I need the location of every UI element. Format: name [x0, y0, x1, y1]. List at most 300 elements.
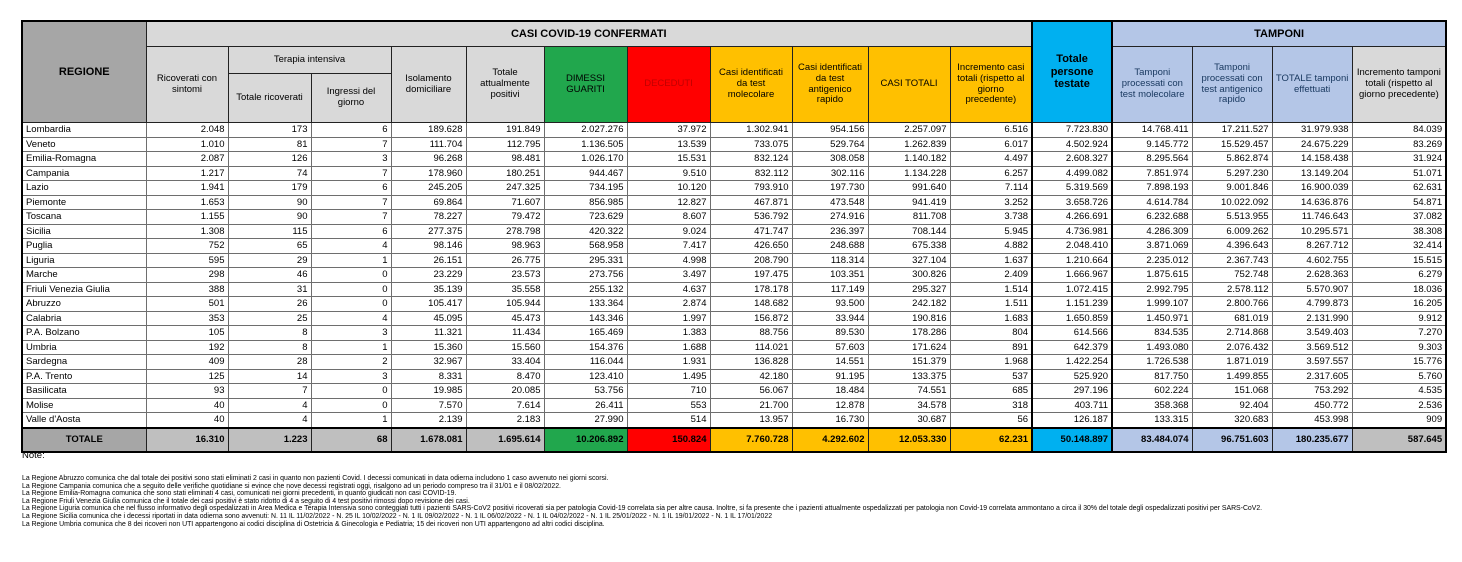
value-cell: 31.924: [1352, 152, 1446, 167]
notes-section: [22, 450, 1442, 528]
value-cell: 708.144: [868, 224, 950, 239]
value-cell: 3.871.069: [1112, 239, 1192, 254]
value-cell: 10.120: [627, 181, 710, 196]
region-cell: Calabria: [22, 311, 146, 326]
table-row: [22, 210, 1446, 225]
value-cell: 103.351: [792, 268, 868, 283]
value-cell: 2.628.363: [1272, 268, 1352, 283]
value-cell: 126.187: [1032, 413, 1112, 428]
value-cell: 832.124: [710, 152, 792, 167]
table-row: [22, 152, 1446, 167]
value-cell: 4: [311, 311, 391, 326]
value-cell: 804: [950, 326, 1032, 341]
value-cell: 14.768.411: [1112, 123, 1192, 138]
value-cell: 14.551: [792, 355, 868, 370]
total-value-cell: 150.824: [627, 428, 710, 452]
value-cell: 9.303: [1352, 340, 1446, 355]
value-cell: 501: [146, 297, 228, 312]
value-cell: 1.134.228: [868, 166, 950, 181]
value-cell: 1.999.107: [1112, 297, 1192, 312]
value-cell: 4.637: [627, 282, 710, 297]
value-cell: 9.145.772: [1112, 137, 1192, 152]
value-cell: 8.331: [391, 369, 466, 384]
value-cell: 11.434: [466, 326, 544, 341]
value-cell: 1.726.538: [1112, 355, 1192, 370]
value-cell: 1.262.839: [868, 137, 950, 152]
notes-list: [22, 475, 1442, 528]
value-cell: 98.963: [466, 239, 544, 254]
note-line: La Regione Friuli Venezia Giulia comunica che il totale dei casi positivi è stato ridotto di 4 a seguito di 4 test positivi rimossi dopo revisione dei casi.: [22, 497, 470, 505]
value-cell: 1.931: [627, 355, 710, 370]
value-cell: 1.217: [146, 166, 228, 181]
value-cell: 31: [228, 282, 311, 297]
value-cell: 856.985: [544, 195, 627, 210]
value-cell: 5.570.907: [1272, 282, 1352, 297]
table-row: [22, 282, 1446, 297]
value-cell: 753.292: [1272, 384, 1352, 399]
value-cell: 15.360: [391, 340, 466, 355]
total-value-cell: 1.678.081: [391, 428, 466, 452]
value-cell: 891: [950, 340, 1032, 355]
value-cell: 26.775: [466, 253, 544, 268]
value-cell: 74.551: [868, 384, 950, 399]
value-cell: 453.998: [1272, 413, 1352, 428]
value-cell: 1.151.239: [1032, 297, 1112, 312]
value-cell: 33.404: [466, 355, 544, 370]
value-cell: 2.536: [1352, 398, 1446, 413]
value-cell: 7.270: [1352, 326, 1446, 341]
value-cell: 595: [146, 253, 228, 268]
value-cell: 125: [146, 369, 228, 384]
region-cell: Lombardia: [22, 123, 146, 138]
total-value-cell: 62.231: [950, 428, 1032, 452]
value-cell: 2.409: [950, 268, 1032, 283]
table-body: [22, 123, 1446, 452]
region-cell: Sardegna: [22, 355, 146, 370]
value-cell: 180.251: [466, 166, 544, 181]
value-cell: 27.990: [544, 413, 627, 428]
region-cell: Abruzzo: [22, 297, 146, 312]
table-row: [22, 253, 1446, 268]
value-cell: 112.795: [466, 137, 544, 152]
value-cell: 16.900.039: [1272, 181, 1352, 196]
table-row: [22, 355, 1446, 370]
value-cell: 1.499.855: [1192, 369, 1272, 384]
value-cell: 1.450.971: [1112, 311, 1192, 326]
value-cell: 752: [146, 239, 228, 254]
header-tamponi-group: TAMPONI: [1112, 21, 1446, 47]
total-value-cell: 12.053.330: [868, 428, 950, 452]
value-cell: 1.514: [950, 282, 1032, 297]
value-cell: 2.027.276: [544, 123, 627, 138]
table-row: [22, 398, 1446, 413]
covid-data-table: [21, 20, 1447, 453]
value-cell: 20.085: [466, 384, 544, 399]
value-cell: 529.764: [792, 137, 868, 152]
value-cell: 1.495: [627, 369, 710, 384]
value-cell: 156.872: [710, 311, 792, 326]
value-cell: 525.920: [1032, 369, 1112, 384]
total-value-cell: 68: [311, 428, 391, 452]
header-incremento-tamponi: Incremento tamponi totali (rispetto al giorno precedente): [1352, 47, 1446, 123]
value-cell: 57.603: [792, 340, 868, 355]
header-terapia-intensiva: Terapia intensiva: [228, 47, 391, 74]
value-cell: 248.688: [792, 239, 868, 254]
value-cell: 31.979.938: [1272, 123, 1352, 138]
region-cell: Campania: [22, 166, 146, 181]
value-cell: 13.957: [710, 413, 792, 428]
value-cell: 2.257.097: [868, 123, 950, 138]
header-isolamento: Isolamento domiciliare: [391, 47, 466, 123]
region-cell: Molise: [22, 398, 146, 413]
value-cell: 5.297.230: [1192, 166, 1272, 181]
value-cell: 1.871.019: [1192, 355, 1272, 370]
value-cell: 4: [311, 239, 391, 254]
value-cell: 3.738: [950, 210, 1032, 225]
value-cell: 1.637: [950, 253, 1032, 268]
value-cell: 1.688: [627, 340, 710, 355]
value-cell: 2.087: [146, 152, 228, 167]
value-cell: 114.021: [710, 340, 792, 355]
value-cell: 40: [146, 398, 228, 413]
value-cell: 32.967: [391, 355, 466, 370]
value-cell: 3.549.403: [1272, 326, 1352, 341]
value-cell: 4.736.981: [1032, 224, 1112, 239]
value-cell: 98.481: [466, 152, 544, 167]
value-cell: 685: [950, 384, 1032, 399]
value-cell: 7.723.830: [1032, 123, 1112, 138]
region-cell: Sicilia: [22, 224, 146, 239]
value-cell: 10.295.571: [1272, 224, 1352, 239]
value-cell: 568.958: [544, 239, 627, 254]
value-cell: 308.058: [792, 152, 868, 167]
region-cell: P.A. Bolzano: [22, 326, 146, 341]
value-cell: 15.529.457: [1192, 137, 1272, 152]
value-cell: 34.578: [868, 398, 950, 413]
region-cell: Marche: [22, 268, 146, 283]
value-cell: 537: [950, 369, 1032, 384]
value-cell: 91.195: [792, 369, 868, 384]
value-cell: 274.916: [792, 210, 868, 225]
value-cell: 723.629: [544, 210, 627, 225]
value-cell: 388: [146, 282, 228, 297]
value-cell: 32.414: [1352, 239, 1446, 254]
value-cell: 197.730: [792, 181, 868, 196]
value-cell: 991.640: [868, 181, 950, 196]
value-cell: 197.475: [710, 268, 792, 283]
value-cell: 165.469: [544, 326, 627, 341]
value-cell: 151.379: [868, 355, 950, 370]
value-cell: 71.607: [466, 195, 544, 210]
value-cell: 191.849: [466, 123, 544, 138]
region-cell: Veneto: [22, 137, 146, 152]
value-cell: 189.628: [391, 123, 466, 138]
header-totale-ricoverati: Totale ricoverati: [228, 74, 311, 123]
value-cell: 15.560: [466, 340, 544, 355]
value-cell: 4.266.691: [1032, 210, 1112, 225]
value-cell: 1.302.941: [710, 123, 792, 138]
value-cell: 21.700: [710, 398, 792, 413]
table-row: [22, 123, 1446, 138]
value-cell: 3.597.557: [1272, 355, 1352, 370]
table-header: [22, 21, 1446, 123]
value-cell: 10.022.092: [1192, 195, 1272, 210]
value-cell: 83.269: [1352, 137, 1446, 152]
table-row: [22, 311, 1446, 326]
value-cell: 297.196: [1032, 384, 1112, 399]
value-cell: 2.048.410: [1032, 239, 1112, 254]
value-cell: 1.493.080: [1112, 340, 1192, 355]
value-cell: 13.149.204: [1272, 166, 1352, 181]
value-cell: 832.112: [710, 166, 792, 181]
value-cell: 1.210.664: [1032, 253, 1112, 268]
header-dimessi-guariti: DIMESSI GUARITI: [544, 47, 627, 123]
value-cell: 2.367.743: [1192, 253, 1272, 268]
value-cell: 6: [311, 224, 391, 239]
total-value-cell: 83.484.074: [1112, 428, 1192, 452]
value-cell: 3: [311, 369, 391, 384]
value-cell: 909: [1352, 413, 1446, 428]
value-cell: 1.010: [146, 137, 228, 152]
table-row: [22, 195, 1446, 210]
value-cell: 2.317.605: [1272, 369, 1352, 384]
header-deceduti: DECEDUTI: [627, 47, 710, 123]
value-cell: 2.235.012: [1112, 253, 1192, 268]
value-cell: 5.513.955: [1192, 210, 1272, 225]
value-cell: 178.178: [710, 282, 792, 297]
value-cell: 450.772: [1272, 398, 1352, 413]
value-cell: 1.968: [950, 355, 1032, 370]
value-cell: 14: [228, 369, 311, 384]
value-cell: 2.131.990: [1272, 311, 1352, 326]
total-value-cell: 587.645: [1352, 428, 1446, 452]
value-cell: 1.422.254: [1032, 355, 1112, 370]
value-cell: 467.871: [710, 195, 792, 210]
value-cell: 242.182: [868, 297, 950, 312]
value-cell: 8.295.564: [1112, 152, 1192, 167]
value-cell: 473.548: [792, 195, 868, 210]
value-cell: 192: [146, 340, 228, 355]
region-cell: Piemonte: [22, 195, 146, 210]
table-row: [22, 384, 1446, 399]
value-cell: 46: [228, 268, 311, 283]
value-cell: 681.019: [1192, 311, 1272, 326]
value-cell: 6: [311, 123, 391, 138]
value-cell: 51.071: [1352, 166, 1446, 181]
value-cell: 4.499.082: [1032, 166, 1112, 181]
value-cell: 6: [311, 181, 391, 196]
region-cell: Umbria: [22, 340, 146, 355]
value-cell: 514: [627, 413, 710, 428]
value-cell: 37.972: [627, 123, 710, 138]
value-cell: 954.156: [792, 123, 868, 138]
table-row: [22, 340, 1446, 355]
value-cell: 6.232.688: [1112, 210, 1192, 225]
value-cell: 111.704: [391, 137, 466, 152]
region-cell: Friuli Venezia Giulia: [22, 282, 146, 297]
header-attualmente-positivi: Totale attualmente positivi: [466, 47, 544, 123]
value-cell: 62.631: [1352, 181, 1446, 196]
value-cell: 0: [311, 282, 391, 297]
value-cell: 320.683: [1192, 413, 1272, 428]
value-cell: 69.864: [391, 195, 466, 210]
value-cell: 1.650.859: [1032, 311, 1112, 326]
value-cell: 5.862.874: [1192, 152, 1272, 167]
region-cell: P.A. Trento: [22, 369, 146, 384]
value-cell: 171.624: [868, 340, 950, 355]
value-cell: 602.224: [1112, 384, 1192, 399]
value-cell: 358.368: [1112, 398, 1192, 413]
value-cell: 148.682: [710, 297, 792, 312]
region-cell: Liguria: [22, 253, 146, 268]
value-cell: 4.286.309: [1112, 224, 1192, 239]
value-cell: 420.322: [544, 224, 627, 239]
value-cell: 154.376: [544, 340, 627, 355]
value-cell: 0: [311, 297, 391, 312]
total-value-cell: 7.760.728: [710, 428, 792, 452]
value-cell: 151.068: [1192, 384, 1272, 399]
value-cell: 126: [228, 152, 311, 167]
value-cell: 8: [228, 326, 311, 341]
value-cell: 1.072.415: [1032, 282, 1112, 297]
value-cell: 11.746.643: [1272, 210, 1352, 225]
value-cell: 96.268: [391, 152, 466, 167]
total-value-cell: 1.695.614: [466, 428, 544, 452]
value-cell: 793.910: [710, 181, 792, 196]
value-cell: 5.945: [950, 224, 1032, 239]
value-cell: 8.267.712: [1272, 239, 1352, 254]
value-cell: 1.941: [146, 181, 228, 196]
value-cell: 89.530: [792, 326, 868, 341]
value-cell: 1.308: [146, 224, 228, 239]
value-cell: 18.484: [792, 384, 868, 399]
value-cell: 133.315: [1112, 413, 1192, 428]
value-cell: 300.826: [868, 268, 950, 283]
value-cell: 23.229: [391, 268, 466, 283]
value-cell: 4.497: [950, 152, 1032, 167]
value-cell: 6.257: [950, 166, 1032, 181]
value-cell: 278.798: [466, 224, 544, 239]
value-cell: 23.573: [466, 268, 544, 283]
value-cell: 734.195: [544, 181, 627, 196]
value-cell: 1: [311, 253, 391, 268]
note-line: La Regione Sicilia comunica che i decessi riportati in data odierna sono avvenuti: N. 11 IL 11/02/2022 - N. 25 IL 10/02/2022 - N. 1 IL 09/02/2022 - N. 1 IL 06/02/2022 - N. 1 IL 04/02/2022 - N. 1 IL 25/01/2022 - N. 1 IL 19/01/2022 - N. 1 IL 17/01/2022: [22, 512, 773, 520]
value-cell: 84.039: [1352, 123, 1446, 138]
value-cell: 6.516: [950, 123, 1032, 138]
value-cell: 2.578.112: [1192, 282, 1272, 297]
value-cell: 88.756: [710, 326, 792, 341]
value-cell: 245.205: [391, 181, 466, 196]
value-cell: 26.411: [544, 398, 627, 413]
value-cell: 1.383: [627, 326, 710, 341]
value-cell: 7.570: [391, 398, 466, 413]
note-line: La Regione Liguria comunica che nel flusso informativo degli ospedalizzati in Area Medica e Terapia Intensiva sono conteggiati tutti i pazienti SARS-CoV2 positivi ricoverati sia per patologia Covid-19 correlata sia per altre causa. Inoltre, si fa presente che i pazienti attualmente ospedalizzati per patologia non Covid-19 correlata ammontano a circa il 30% del totale degli ospedalizzati positivi per SARS-CoV2.: [22, 505, 1263, 513]
value-cell: 536.792: [710, 210, 792, 225]
value-cell: 2.076.432: [1192, 340, 1272, 355]
value-cell: 298: [146, 268, 228, 283]
value-cell: 42.180: [710, 369, 792, 384]
value-cell: 247.325: [466, 181, 544, 196]
value-cell: 327.104: [868, 253, 950, 268]
header-regione: REGIONE: [22, 21, 146, 123]
value-cell: 115: [228, 224, 311, 239]
value-cell: 90: [228, 210, 311, 225]
value-cell: 4.502.924: [1032, 137, 1112, 152]
value-cell: 0: [311, 398, 391, 413]
value-cell: 17.211.527: [1192, 123, 1272, 138]
value-cell: 11.321: [391, 326, 466, 341]
total-label-cell: TOTALE: [22, 428, 146, 452]
value-cell: 8.470: [466, 369, 544, 384]
value-cell: 4.396.643: [1192, 239, 1272, 254]
value-cell: 19.985: [391, 384, 466, 399]
value-cell: 74: [228, 166, 311, 181]
value-cell: 56.067: [710, 384, 792, 399]
value-cell: 7: [311, 166, 391, 181]
value-cell: 302.116: [792, 166, 868, 181]
value-cell: 79.472: [466, 210, 544, 225]
table-row: [22, 224, 1446, 239]
value-cell: 236.397: [792, 224, 868, 239]
value-cell: 1.511: [950, 297, 1032, 312]
table-row: [22, 268, 1446, 283]
value-cell: 642.379: [1032, 340, 1112, 355]
value-cell: 26.151: [391, 253, 466, 268]
value-cell: 409: [146, 355, 228, 370]
value-cell: 29: [228, 253, 311, 268]
total-value-cell: 16.310: [146, 428, 228, 452]
value-cell: 179: [228, 181, 311, 196]
value-cell: 0: [311, 268, 391, 283]
value-cell: 24.675.229: [1272, 137, 1352, 152]
header-ricoverati-sintomi: Ricoverati con sintomi: [146, 47, 228, 123]
value-cell: 40: [146, 413, 228, 428]
value-cell: 4.614.784: [1112, 195, 1192, 210]
value-cell: 56: [950, 413, 1032, 428]
value-cell: 1.026.170: [544, 152, 627, 167]
value-cell: 93.500: [792, 297, 868, 312]
value-cell: 3: [311, 326, 391, 341]
header-casi-confermati: CASI COVID-19 CONFERMATI: [146, 21, 1032, 47]
value-cell: 13.539: [627, 137, 710, 152]
region-cell: Lazio: [22, 181, 146, 196]
value-cell: 90: [228, 195, 311, 210]
header-tamponi-molecolare: Tamponi processati con test molecolare: [1112, 47, 1192, 123]
region-cell: Basilicata: [22, 384, 146, 399]
value-cell: 9.912: [1352, 311, 1446, 326]
value-cell: 123.410: [544, 369, 627, 384]
value-cell: 4.799.873: [1272, 297, 1352, 312]
value-cell: 7.114: [950, 181, 1032, 196]
value-cell: 14.158.438: [1272, 152, 1352, 167]
notes-heading: Note:: [22, 450, 45, 461]
value-cell: 295.327: [868, 282, 950, 297]
value-cell: 3.252: [950, 195, 1032, 210]
value-cell: 6.017: [950, 137, 1032, 152]
value-cell: 1.155: [146, 210, 228, 225]
value-cell: 8.607: [627, 210, 710, 225]
value-cell: 675.338: [868, 239, 950, 254]
table-row: [22, 239, 1446, 254]
value-cell: 426.650: [710, 239, 792, 254]
total-row: [22, 428, 1446, 452]
value-cell: 1.683: [950, 311, 1032, 326]
value-cell: 4: [228, 413, 311, 428]
value-cell: 118.314: [792, 253, 868, 268]
value-cell: 2.139: [391, 413, 466, 428]
value-cell: 136.828: [710, 355, 792, 370]
value-cell: 2.183: [466, 413, 544, 428]
